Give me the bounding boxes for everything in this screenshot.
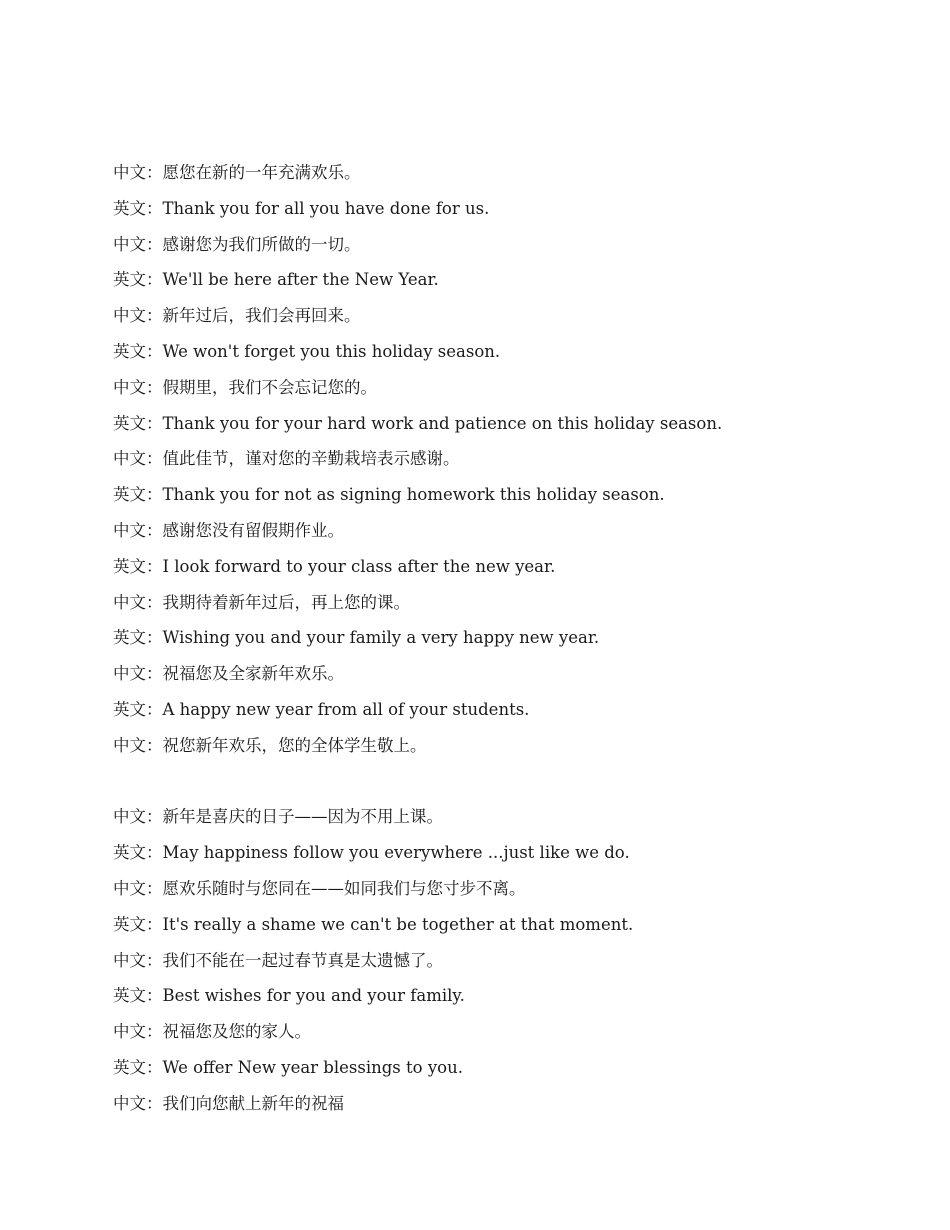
line-text: 值此佳节，谨对您的辛勤栽培表示感谢。 (162, 449, 460, 469)
paragraph-gap (113, 764, 893, 800)
line-label: 中文： (113, 377, 163, 397)
text-line (113, 907, 893, 943)
line-text: 祝您新年欢乐，您的全体学生敬上。 (162, 735, 427, 755)
text-line (113, 1086, 893, 1122)
line-text: May happiness follow you everywhere ...just like we do. (162, 843, 630, 863)
line-text: 祝福您及您的家人。 (162, 1022, 311, 1042)
line-label: 英文： (113, 986, 163, 1006)
line-label: 中文： (113, 163, 163, 182)
text-line (113, 513, 893, 549)
line-text: 新年过后，我们会再回来。 (162, 306, 361, 326)
text-line (113, 835, 893, 871)
text-line (113, 298, 893, 334)
line-label: 英文： (113, 556, 163, 576)
line-text: We offer New year blessings to you. (162, 1057, 463, 1077)
text-line (113, 978, 893, 1014)
line-text: Wishing you and your family a very happy new year. (162, 628, 600, 648)
text-line (113, 620, 893, 656)
text-line (113, 943, 893, 979)
line-label: 英文： (113, 485, 163, 505)
text-line (113, 370, 893, 406)
line-label: 中文： (113, 807, 163, 827)
line-text: Thank you for your hard work and patience on this holiday season. (162, 413, 723, 433)
text-line (113, 656, 893, 692)
line-label: 英文： (113, 341, 163, 361)
line-label: 中文： (113, 520, 163, 540)
line-label: 中文： (113, 664, 163, 684)
line-text: A happy new year from all of your students. (162, 699, 530, 719)
text-line (113, 585, 893, 621)
document-body (113, 155, 893, 1122)
line-text: It's really a shame we can't be together at that moment. (162, 914, 634, 934)
text-line (113, 334, 893, 370)
line-label: 英文： (113, 1057, 163, 1077)
line-text: I look forward to your class after the new year. (162, 556, 556, 576)
line-text: 假期里，我们不会忘记您的。 (162, 377, 377, 397)
section-2 (113, 799, 893, 1121)
line-label: 英文： (113, 628, 163, 648)
text-line (113, 799, 893, 835)
line-text: 我期待着新年过后，再上您的课。 (162, 592, 410, 612)
line-text: 我们向您献上新年的祝福 (162, 1093, 344, 1113)
line-text: Thank you for all you have done for us. (162, 198, 490, 218)
text-line (113, 406, 893, 442)
line-label: 中文： (113, 234, 163, 254)
text-line (113, 441, 893, 477)
line-text: 祝福您及全家新年欢乐。 (162, 664, 344, 684)
line-text: 新年是喜庆的日子——因为不用上课。 (162, 807, 443, 827)
line-text: Best wishes for you and your family. (162, 986, 465, 1006)
line-label: 英文： (113, 699, 163, 719)
text-line (113, 1014, 893, 1050)
line-text: 感谢您为我们所做的一切。 (162, 234, 361, 254)
line-label: 中文： (113, 449, 163, 469)
line-label: 中文： (113, 1022, 163, 1042)
line-label: 中文： (113, 735, 163, 755)
text-line (113, 692, 893, 728)
text-line (113, 262, 893, 298)
line-label: 英文： (113, 198, 163, 218)
line-text: 我们不能在一起过春节真是太遗憾了。 (162, 950, 443, 970)
text-line (113, 1050, 893, 1086)
text-line (113, 728, 893, 764)
line-text: Thank you for not as signing homework this holiday season. (162, 485, 665, 505)
line-text: 感谢您没有留假期作业。 (162, 520, 344, 540)
line-label: 中文： (113, 950, 163, 970)
line-text: We won't forget you this holiday season. (162, 341, 501, 361)
line-text: 愿您在新的一年充满欢乐。 (162, 163, 361, 182)
line-label: 英文： (113, 843, 163, 863)
text-line (113, 155, 893, 191)
text-line (113, 227, 893, 263)
section-1 (113, 155, 893, 764)
line-text: We'll be here after the New Year. (162, 270, 439, 290)
line-label: 英文： (113, 270, 163, 290)
line-label: 中文： (113, 306, 163, 326)
line-label: 英文： (113, 914, 163, 934)
text-line (113, 871, 893, 907)
line-label: 英文： (113, 413, 163, 433)
line-text: 愿欢乐随时与您同在——如同我们与您寸步不离。 (162, 878, 526, 898)
line-label: 中文： (113, 592, 163, 612)
line-label: 中文： (113, 878, 163, 898)
text-line (113, 477, 893, 513)
text-line (113, 549, 893, 585)
line-label: 中文： (113, 1093, 163, 1113)
text-line (113, 191, 893, 227)
